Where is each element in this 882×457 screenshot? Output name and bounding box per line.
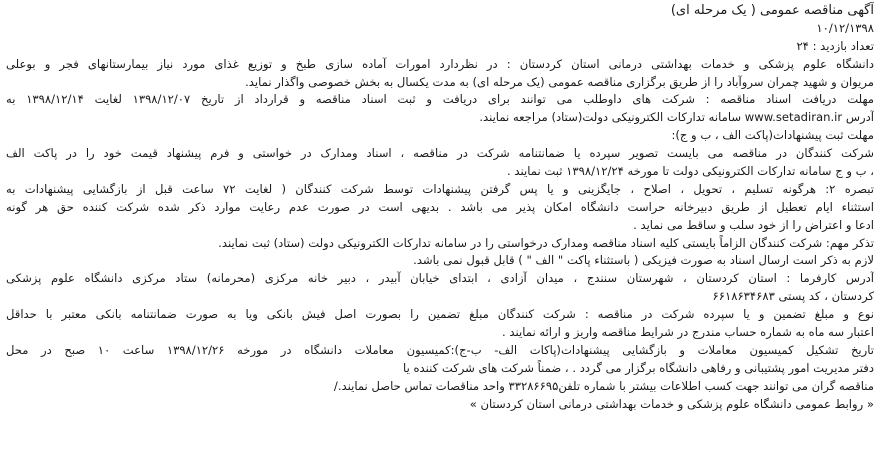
notice-line: تذکر مهم: شرکت کنندگان الزاماً بایستی کلیه اسناد مناقصه ومدارک درخواستی را در سامانه تدارکات الکترونیکی دولت (ستاد) ثبت نمایند.	[218, 235, 874, 250]
visit-count: تعداد بازدید : ۲۴	[796, 38, 874, 53]
notice-line: ، ب و ج سامانه تدارکات الکترونیکی دولت تا مورخه ۱۳۹۸/۱۲/۲۴ ثبت نمایند .	[507, 164, 874, 179]
notice-line: آدرس کارفرما : استان کردستان ، شهرستان سنندج ، میدان آزادی ، ابتدای خیابان آبیدر ، دبیر خانه مرکزی (محرمانه) ستاد مرکزی دانشگاه علوم پزشکی	[6, 271, 874, 286]
notice-line: دانشگاه علوم پزشکی و خدمات بهداشتی درمانی استان کردستان : در نظردارد امورات آماده سازی طبخ و توزیع غذای مورد نیاز بیمارستانهای فجر و بوعلی	[6, 56, 874, 71]
notice-line: نوع و مبلغ تضمین و یا سپرده شرکت در مناقصه : شرکت کنندگان مبلغ تضمین را بصورت اصل فیش بانکی ویا به صورت ضمانتنامه بانکی معتبر با حداقل	[6, 307, 874, 322]
notice-line: تبصره ۲: هرگونه تسلیم ، تحویل ، اصلاح ، جایگزینی و یا پس گرفتن پیشنهادات توسط شرکت کنندگان ( لغایت ۷۲ ساعت قبل از بازگشایی پیشنهادات به	[6, 181, 874, 196]
notice-line: اعتبار سه ماه به شماره حساب مندرج در شرایط مناقصه واریز و ارائه نمایند .	[502, 325, 874, 340]
notice-line: لازم به ذکر است ارسال اسناد به صورت فیزیکی ( باستثناء پاکت " الف " ) قابل قبول نمی باشد.	[413, 253, 874, 268]
notice-line: استثناء ایام تعطیل از طریق دبیرخانه حراست دانشگاه امکان پذیر می باشد . بدیهی است در صورت عدم رعایت موارد ذکر شده شرکت کننده حق هر گونه	[6, 199, 874, 214]
notice-line: مریوان و شهید چمران سروآباد را از طریق برگزاری مناقصه عمومی (یک مرحله ای) به مدت یکسال به بخش خصوصی واگذار نماید.	[245, 74, 874, 89]
notice-line: کردستان ، کد پستی ۶۶۱۸۶۳۴۶۸۳	[712, 289, 874, 304]
notice-date: ۱۰/۱۲/۱۳۹۸	[816, 20, 874, 35]
notice-signature: « روابط عمومی دانشگاه علوم پزشکی و خدمات بهداشتی درمانی استان کردستان »	[469, 396, 874, 411]
notice-line: مهلت ثبت پیشنهادات(پاکت الف ، ب و ج):	[671, 128, 874, 143]
notice-line: مهلت دریافت اسناد مناقصه : شرکت های داوطلب می توانند برای دریافت و ثبت اسناد مناقصه و قرارداد از تاریخ ۱۳۹۸/۱۲/۰۷ لغایت ۱۳۹۸/۱۲/۱۴ به	[6, 92, 874, 107]
notice-line: آدرس www.setadiran.ir سامانه تدارکات الکترونیکی دولت(ستاد) مراجعه نمایند.	[479, 110, 874, 125]
notice-line: شرکت کنندگان در مناقصه می بایست تصویر سپرده یا ضمانتنامه شرکت در مناقصه ، اسناد ومدارک در خواستی و فرم پیشنهاد قیمت خود را در پاکت الف	[6, 146, 874, 161]
notice-title: آگهی مناقصه عمومی ( یک مرحله ای)	[670, 3, 874, 18]
notice-line: ادعا و اعتراض را از خود سلب و ساقط می نماید .	[633, 217, 874, 232]
notice-line: دفتر مدیریت امور پشتیبانی و رفاهی دانشگاه برگزار می گردد . ، ضمناً شرکت های شرکت کننده یا	[403, 360, 874, 375]
notice-line: مناقصه گران می توانند جهت کسب اطلاعات بیشتر با شماره تلفن۳۳۲۸۶۶۹۵ واحد مناقصات تماس حاصل نمایند./	[333, 378, 874, 393]
notice-line: تاریخ تشکیل کمیسیون معاملات و بازگشایی پیشنهادات(پاکات الف- ب-ج):کمیسیون معاملات دانشگاه در مورخه ۱۳۹۸/۱۲/۲۶ ساعت ۱۰ صبح در محل	[6, 342, 874, 357]
